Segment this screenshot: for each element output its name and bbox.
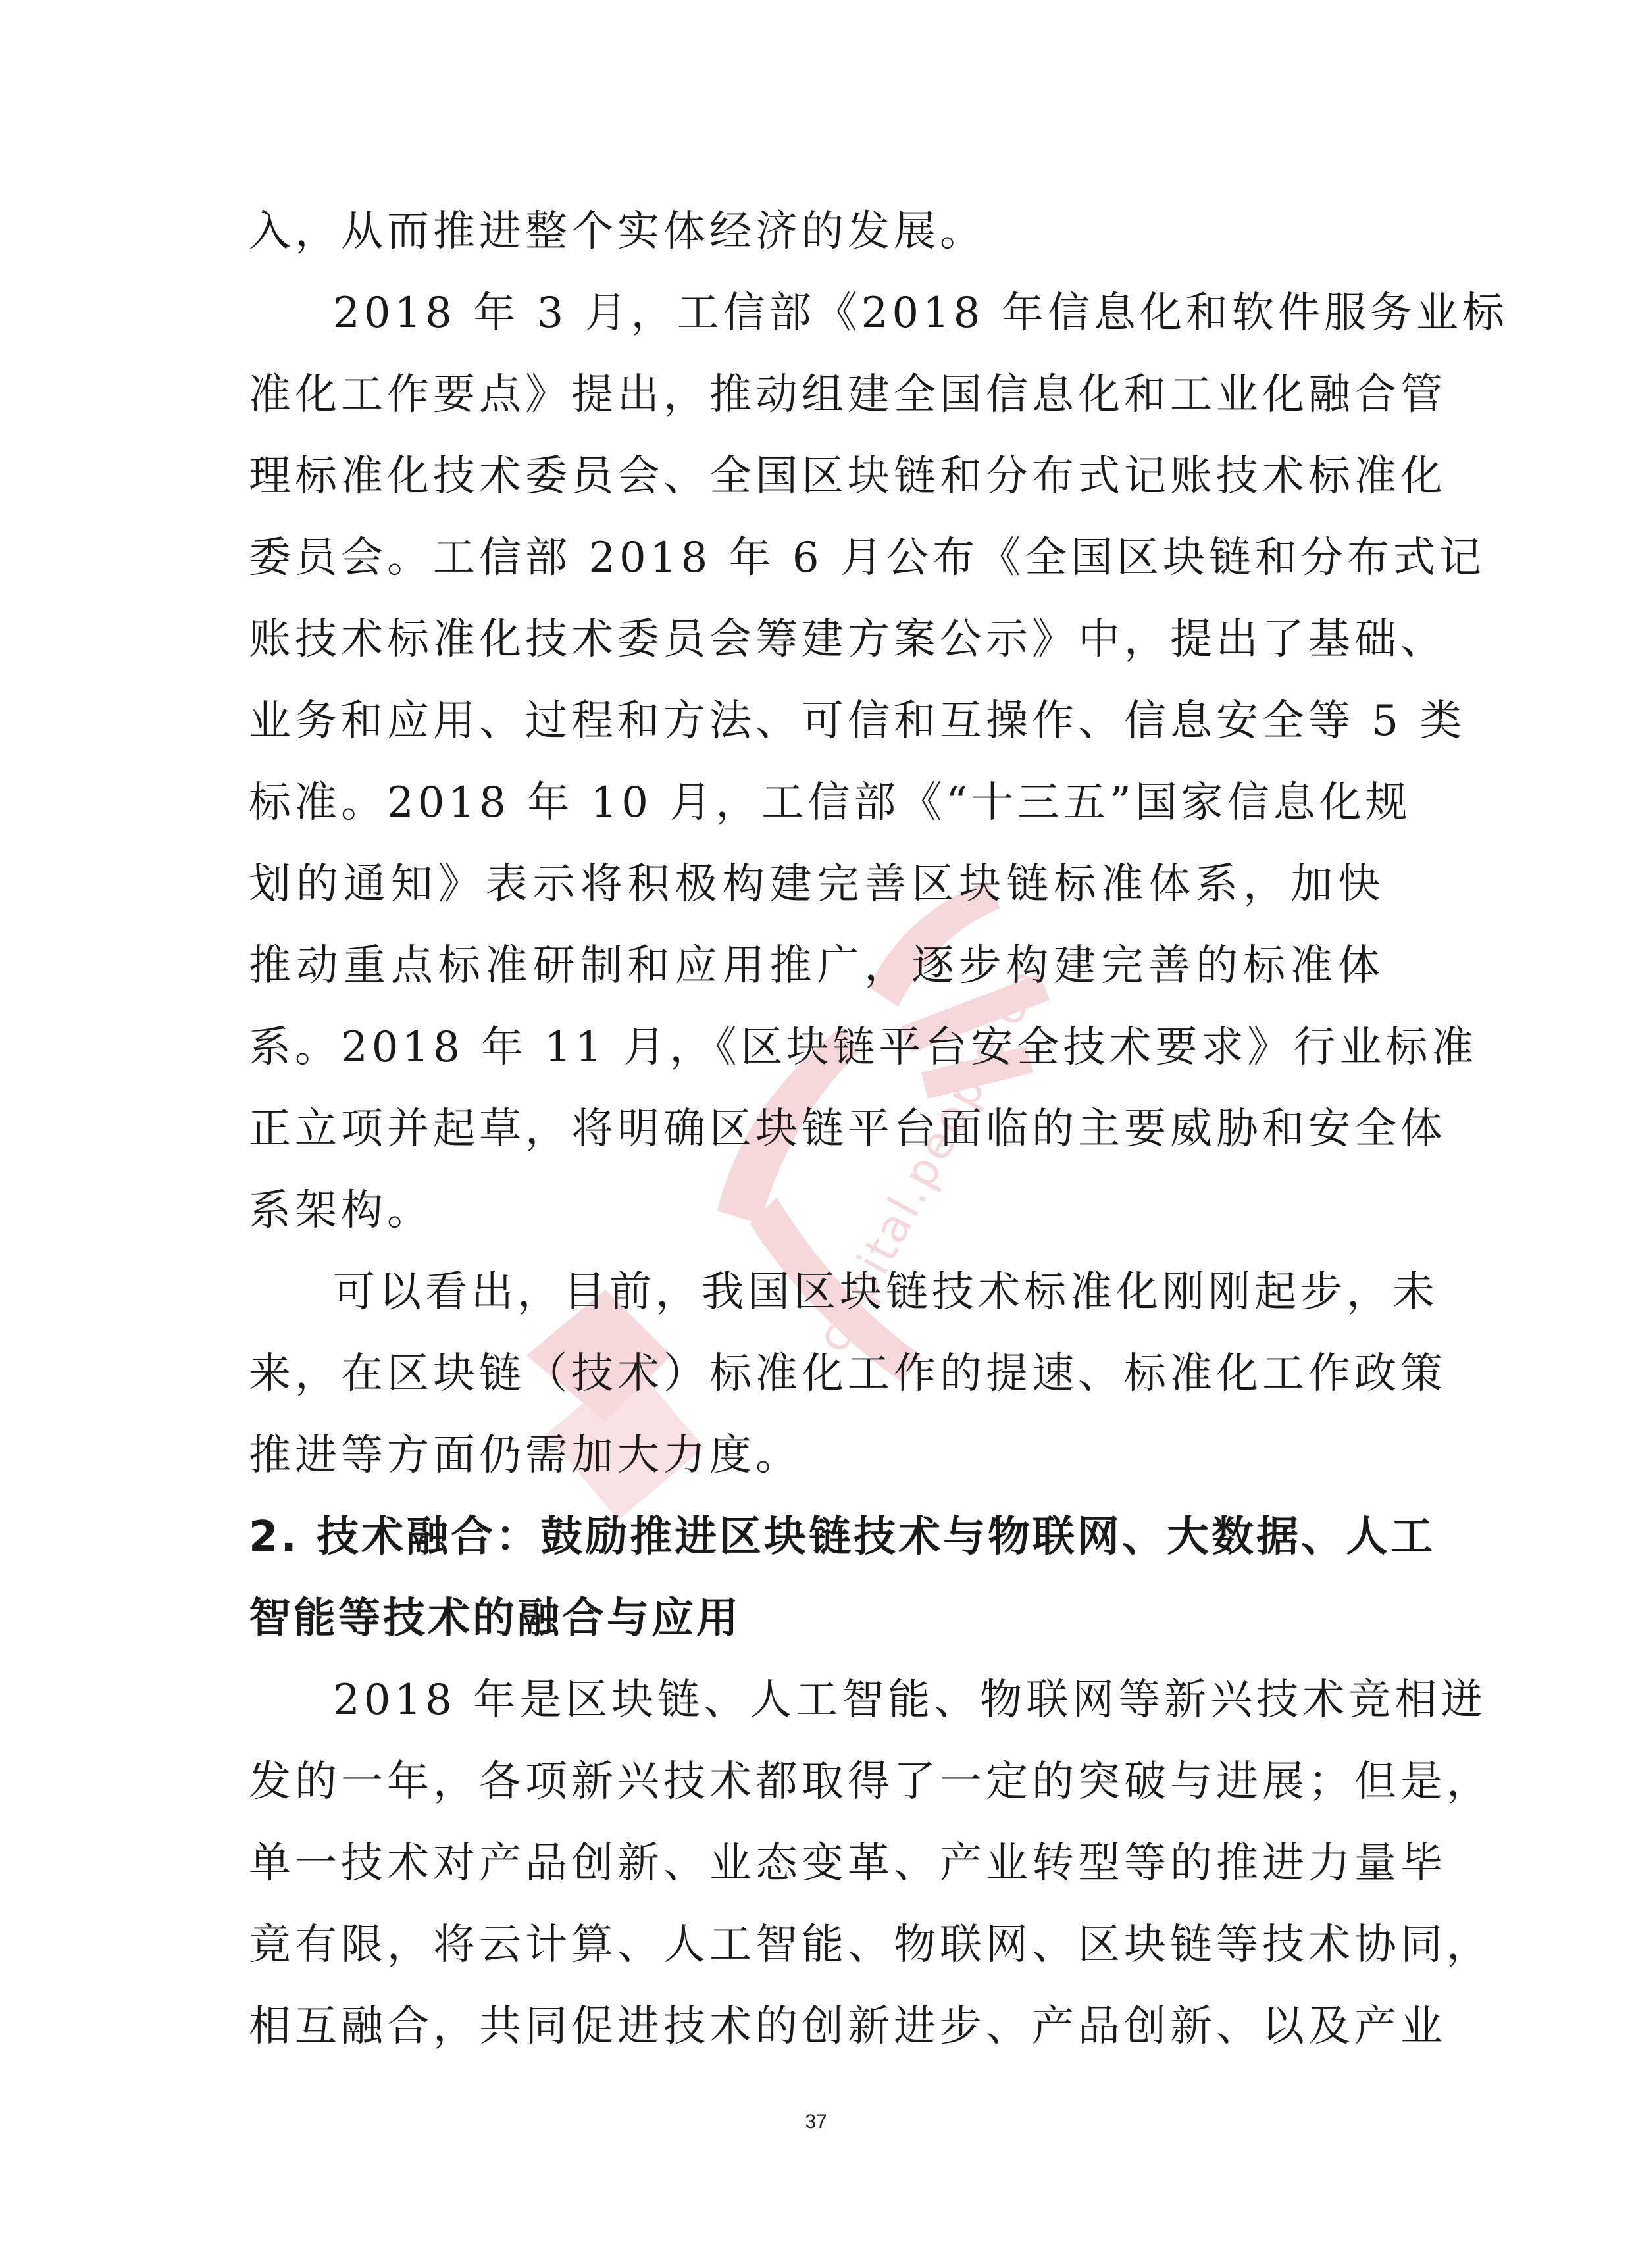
watermark-url: capital.people.cn — [806, 958, 1054, 1361]
text-line: 来，在区块链（技术）标准化工作的提速、标准化工作政策 — [249, 1349, 1446, 1398]
text-line: 划的通知》表示将积极构建完善区块链标准体系，加快 — [249, 860, 1384, 909]
paragraph-1 — [249, 191, 1384, 272]
heading-line: 智能等技术的融合与应用 — [249, 1594, 741, 1643]
page-number: 37 — [805, 2111, 827, 2132]
text-line: 相互融合，共同促进技术的创新进步、产品创新、以及产业 — [249, 2002, 1446, 2051]
page-content — [249, 191, 1508, 2067]
text-line: 委员会。工信部 2018 年 6 月公布《全国区块链和分布式记 — [249, 534, 1485, 582]
text-line: 单一技术对产品创新、业态变革、产业转型等的推进力量毕 — [249, 1839, 1446, 1888]
text-line: 标准。2018 年 10 月，工信部《“十三五”国家信息化规 — [249, 778, 1412, 827]
paragraph-2 — [249, 272, 1508, 1251]
text-line: 推进等方面仍需加大力度。 — [249, 1431, 802, 1480]
text-line: 正立项并起草，将明确区块链平台面临的主要威胁和安全体 — [249, 1105, 1446, 1153]
text-line: 业务和应用、过程和方法、可信和互操作、信息安全等 5 类 — [249, 697, 1466, 745]
text-line: 竟有限，将云计算、人工智能、物联网、区块链等技术协同， — [249, 1921, 1492, 1969]
heading-line: 2. 技术融合：鼓励推进区块链技术与物联网、大数据、人工 — [249, 1513, 1436, 1561]
text-line: 系架构。 — [249, 1186, 433, 1235]
text-line: 理标准化技术委员会、全国区块链和分布式记账技术标准化 — [249, 452, 1446, 501]
text-line: 2018 年是区块链、人工智能、物联网等新兴技术竞相迸 — [333, 1676, 1487, 1725]
text-line: 系。2018 年 11 月，《区块链平台安全技术要求》行业标准 — [249, 1023, 1478, 1072]
paragraph-3 — [249, 1251, 1446, 1496]
text-line: 准化工作要点》提出，推动组建全国信息化和工业化融合管 — [249, 370, 1446, 419]
text-line: 发的一年，各项新兴技术都取得了一定的突破与进展；但是， — [249, 1757, 1492, 1806]
text-line: 账技术标准化技术委员会筹建方案公示》中，提出了基础、 — [249, 615, 1446, 664]
section-heading — [249, 1496, 1436, 1659]
text-line: 2018 年 3 月，工信部《2018 年信息化和软件服务业标 — [333, 289, 1508, 338]
text-line: 入，从而推进整个实体经济的发展。 — [249, 207, 986, 256]
text-line: 推动重点标准研制和应用推广，逐步构建完善的标准体 — [249, 942, 1384, 990]
text-line: 可以看出，目前，我国区块链技术标准化刚刚起步，未 — [333, 1268, 1439, 1317]
paragraph-4 — [249, 1659, 1492, 2067]
